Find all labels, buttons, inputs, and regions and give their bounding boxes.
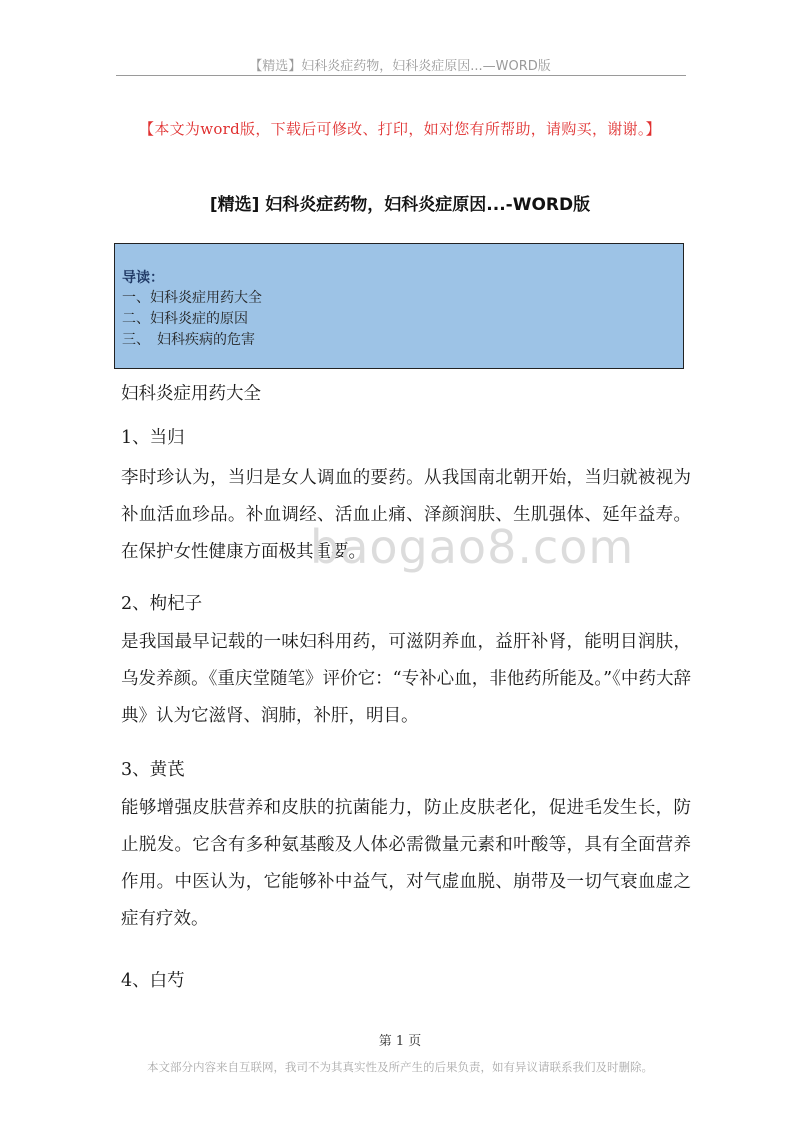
guide-item: 二、妇科炎症的原因 xyxy=(122,311,248,327)
item-heading: 3、黄芪 xyxy=(121,760,185,780)
item-1 xyxy=(121,420,691,457)
item-paragraph: 能够增强皮肤营养和皮肤的抗菌能力，防止皮肤老化，促进毛发生长，防止脱发。它含有多种氨基酸及人体必需微量元素和叶酸等，具有全面营养作用。中医认为，它能够补中益气，对气虚血脱、崩带及一切气衰血虚之症有疗效。 xyxy=(121,798,691,929)
section-heading-text: 妇科炎症用药大全 xyxy=(121,384,261,404)
header-divider xyxy=(116,75,686,76)
document-title: [精选] 妇科炎症药物，妇科炎症原因...-WORD版 xyxy=(209,195,591,215)
item-2 xyxy=(121,586,691,623)
page-number: 第 1 页 xyxy=(378,1034,422,1049)
purchase-notice: 【本文为word版，下载后可修改、打印，如对您有所帮助，请购买，谢谢。】 xyxy=(139,120,661,138)
item-heading: 4、白芍 xyxy=(121,971,185,991)
guide-item: 三、 妇科疾病的危害 xyxy=(122,332,255,348)
item-heading: 1、当归 xyxy=(121,428,185,448)
item-3 xyxy=(121,752,691,789)
item-1-body xyxy=(121,460,691,571)
item-2-body xyxy=(121,624,691,735)
item-3-body xyxy=(121,790,691,938)
item-paragraph: 李时珍认为，当归是女人调血的要药。从我国南北朝开始，当归就被视为补血活血珍品。补血调经、活血止痛、泽颜润肤、生肌强体、延年益寿。在保护女性健康方面极其重要。 xyxy=(121,468,691,562)
guide-label: 导读： xyxy=(122,270,164,286)
item-paragraph: 是我国最早记载的一味妇科用药，可滋阴养血，益肝补肾，能明目润肤，乌发养颜。《重庆堂随笔》评价它：“专补心血，非他药所能及。”《中药大辞典》认为它滋肾、润肺，补肝，明目。 xyxy=(121,632,691,726)
guide-box xyxy=(114,243,684,369)
item-heading: 2、枸杞子 xyxy=(121,594,203,614)
section-heading xyxy=(121,376,691,413)
footer-disclaimer: 本文部分内容来自互联网，我司不为其真实性及所产生的后果负责，如有异议请联系我们及时删除。 xyxy=(147,1060,653,1074)
guide-item: 一、妇科炎症用药大全 xyxy=(122,290,262,306)
running-header: 【精选】妇科炎症药物，妇科炎症原因...—WORD版 xyxy=(249,59,551,74)
watermark: baogao8.com xyxy=(310,520,635,574)
item-4 xyxy=(121,963,691,1000)
